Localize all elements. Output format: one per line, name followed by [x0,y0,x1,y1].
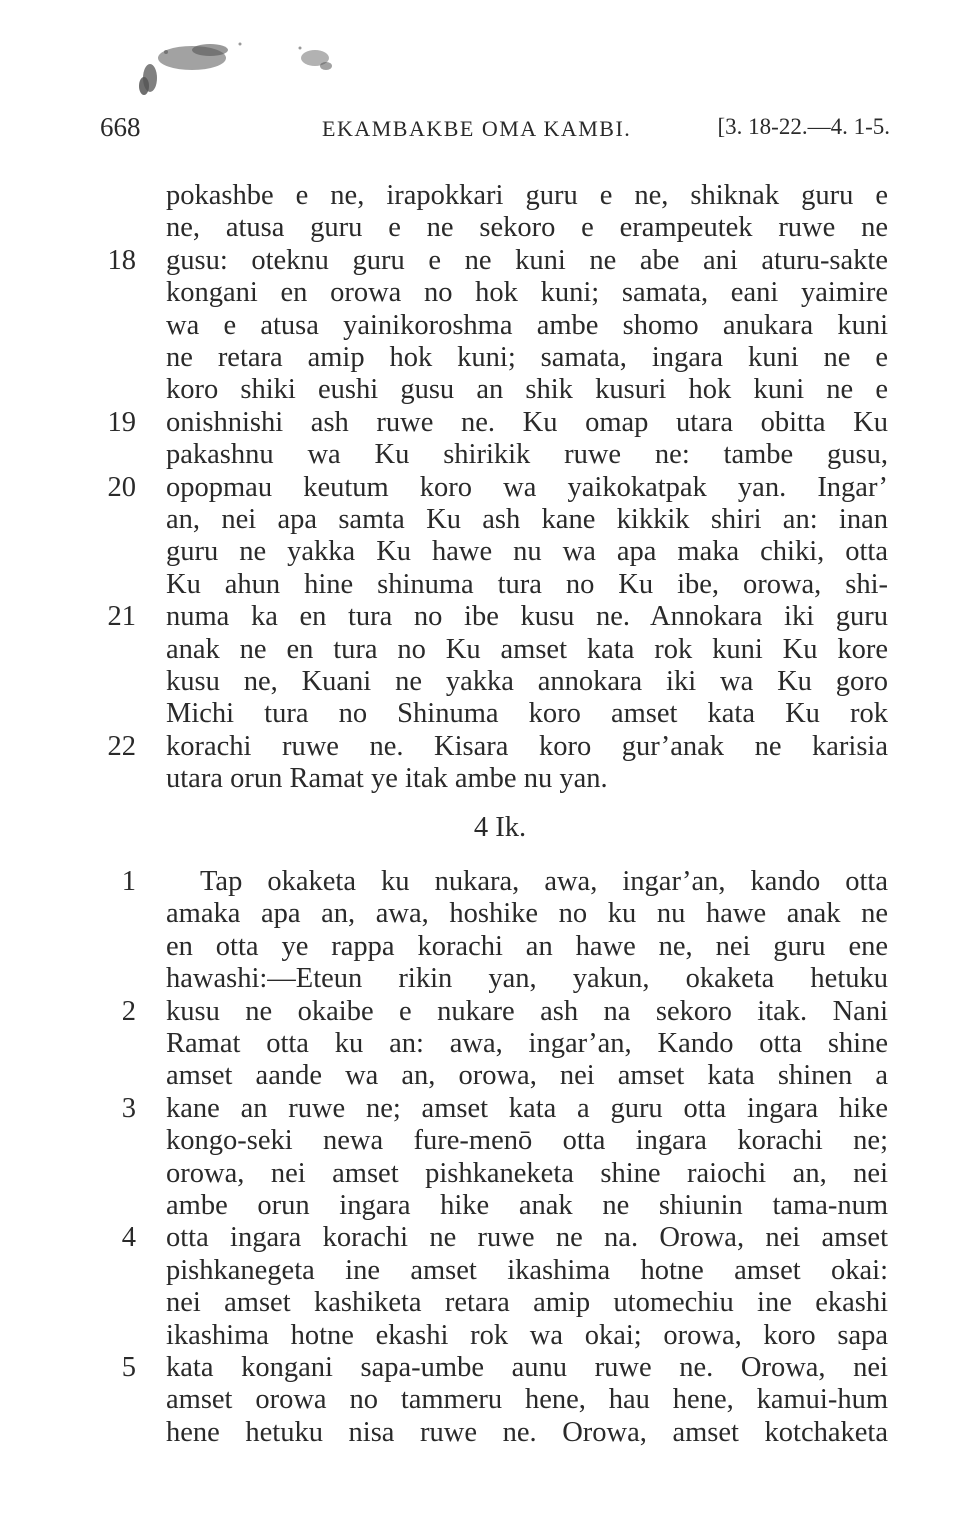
text-line: amset orowa no tammeru hene, hau hene, kamui-hum [166,1384,888,1416]
text-line: ambe orun ingara hike anak ne shiunin tama-num [166,1190,888,1221]
text-line: pokashbe e ne, irapokkari guru e ne, shiknak guru e [166,180,888,211]
chapter-heading: 4 Ik. [473,812,527,843]
text-line: kusu ne, Kuani ne yakka annokara iki wa Ku goro [166,666,888,697]
text-line: pishkanegeta ine amset ikashima hotne amset okai: [166,1254,888,1286]
verse-number: 22 [107,730,136,762]
verse-number: 3 [121,1092,136,1124]
verse-number: 21 [107,601,136,633]
text-line: Tap okaketa ku nukara, awa, ingar’an, kando otta [200,866,888,897]
text-line: amaka apa an, awa, hoshike no ku nu hawe anak ne [166,898,888,930]
text-line: koro shiki eushi gusu an shik kusuri hok kuni ne e [166,374,888,406]
text-line: kata kongani sapa-umbe aunu ruwe ne. Orowa, nei [166,1352,888,1383]
text-line: numa ka en tura no ibe kusu ne. Annokara iki guru [166,601,888,633]
running-title: EKAMBAKBE OMA KAMBI. [322,116,632,141]
text-line: otta ingara korachi ne ruwe ne na. Orowa, nei amset [166,1222,888,1254]
text-line: ne retara amip hok kuni; samata, ingara kuni ne e [166,342,888,373]
text-line: Ramat otta ku an: awa, ingar’an, Kando otta shine [166,1028,888,1059]
text-line: anak ne en tura no Ku amset kata rok kuni Ku kore [166,633,888,665]
text-line: amset aande wa an, orowa, nei amset kata shinen a [166,1060,888,1092]
text-line: onishnishi ash ruwe ne. Ku omap utara obitta Ku [166,406,888,438]
page-header [100,112,890,152]
text-line: ikashima hotne ekashi rok wa okai; orowa, koro sapa [166,1319,888,1351]
text-line: en otta ye rappa korachi an hawe ne, nei guru ene [166,930,888,962]
verse-number: 19 [107,406,136,438]
verse-number: 2 [121,995,136,1027]
text-line: Ku ahun hine shinuma tura no Ku ibe, orowa, shi- [166,568,888,600]
verse-number: 20 [107,471,136,503]
text-line: utara orun Ramat ye itak ambe nu yan. [166,763,608,795]
text-line: kongani en orowa no hok kuni; samata, eani yaimire [166,277,888,309]
text-line: kongo-seki newa fure-menō otta ingara korachi ne; [166,1125,888,1157]
text-line: nei amset kashiketa retara amip utomechiu ine ekashi [166,1287,888,1319]
text-line: korachi ruwe ne. Kisara koro gur’anak ne karisia [166,730,888,762]
text-line: an, nei apa samta Ku ash kane kikkik shiri an: inan [166,504,888,535]
text-line: wa e atusa yainikoroshma ambe shomo anukara kuni [166,309,888,341]
page-number: 668 [100,112,141,142]
verse-number: 4 [121,1222,136,1254]
text-line: kane an ruwe ne; amset kata a guru otta ingara hike [166,1092,888,1124]
text-line: orowa, nei amset pishkaneketa shine raiochi an, nei [166,1157,888,1189]
verse-number: 1 [121,866,136,897]
verse-number: 18 [107,244,136,276]
text-line: Michi tura no Shinuma koro amset kata Ku rok [166,698,888,730]
chapter-verse-reference: [3. 18-22.—4. 1-5. [717,114,890,139]
text-line: ne, atusa guru e ne sekoro e erampeutek ruwe ne [166,212,888,244]
text-line: guru ne yakka Ku hawe nu wa apa maka chiki, otta [166,536,888,568]
text-line: hawashi:—Eteun rikin yan, yakun, okaketa hetuku [166,963,888,995]
text-line: kusu ne okaibe e nukare ash na sekoro itak. Nani [166,995,888,1027]
ink-smudge [130,30,350,110]
verse-number: 5 [121,1352,136,1383]
text-line: pakashnu wa Ku shirikik ruwe ne: tambe gusu, [166,439,888,471]
text-line: hene hetuku nisa ruwe ne. Orowa, amset kotchaketa [166,1416,888,1448]
text-line: opopmau keutum koro wa yaikokatpak yan. Ingar’ [166,471,888,503]
text-line: gusu: oteknu guru e ne kuni ne abe ani aturu-sakte [166,244,888,276]
